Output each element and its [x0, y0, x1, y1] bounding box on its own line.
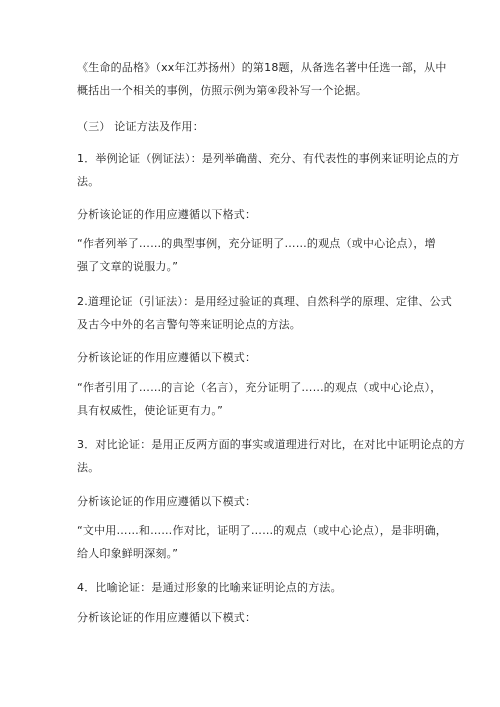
text-line: 2.道理论证（引证法）：是用经过验证的真理、自然科学的原理、定律、公式 — [77, 295, 452, 308]
paragraph-format-note-3 — [77, 490, 437, 513]
paragraph-reasoning-argument — [77, 290, 452, 336]
paragraph-contrast-argument — [77, 433, 465, 479]
paragraph-example-argument — [77, 147, 460, 193]
paragraph-template-2 — [77, 376, 442, 422]
text-line: 概括出一个相关的事例，仿照示例为第④段补写一个论据。 — [77, 84, 368, 97]
text-line: （三） 论证方法及作用： — [77, 120, 204, 133]
text-line: 1．举例论证（例证法）：是列举确凿、充分、有代表性的事例来证明论点的方 — [77, 152, 460, 165]
text-line: 强了文章的说服力。” — [77, 260, 179, 273]
text-line: 《生命的品格》（xx年江苏扬州）的第18题，从备选名著中任选一部，从中 — [77, 61, 447, 74]
text-line: 给人印象鲜明深刻。” — [77, 547, 179, 560]
paragraph-template-1 — [77, 232, 437, 278]
text-line: 具有权威性，使论证更有力。” — [77, 404, 223, 417]
text-line: 分析该论证的作用应遵循以下模式： — [77, 611, 257, 624]
paragraph-template-3 — [77, 519, 447, 565]
text-line: “作者列举了……的典型事例，充分证明了……的观点（或中心论点），增 — [77, 237, 436, 250]
text-line: 分析该论证的作用应遵循以下格式： — [77, 208, 257, 221]
text-line: 法。 — [77, 175, 100, 188]
paragraph-intro — [77, 56, 447, 102]
text-line: “作者引用了……的言论（名言），充分证明了……的观点（或中心论点）， — [77, 381, 442, 394]
text-line: 分析该论证的作用应遵循以下模式： — [77, 351, 257, 364]
text-line: 分析该论证的作用应遵循以下模式： — [77, 495, 257, 508]
section-heading — [77, 115, 437, 138]
text-line: “文中用……和……作对比，证明了……的观点（或中心论点），是非明确， — [77, 524, 447, 537]
paragraph-format-note-4 — [77, 606, 437, 629]
text-line: 法。 — [77, 461, 100, 474]
text-line: 4．比喻论证：是通过形象的比喻来证明论点的方法。 — [77, 581, 342, 594]
paragraph-format-note-1 — [77, 203, 437, 226]
paragraph-format-note-2 — [77, 346, 437, 369]
paragraph-metaphor-argument — [77, 576, 437, 599]
text-line: 及古今中外的名言警句等来证明论点的方法。 — [77, 318, 301, 331]
text-line: 3．对比论证：是用正反两方面的事实或道理进行对比，在对比中证明论点的方 — [77, 438, 465, 451]
